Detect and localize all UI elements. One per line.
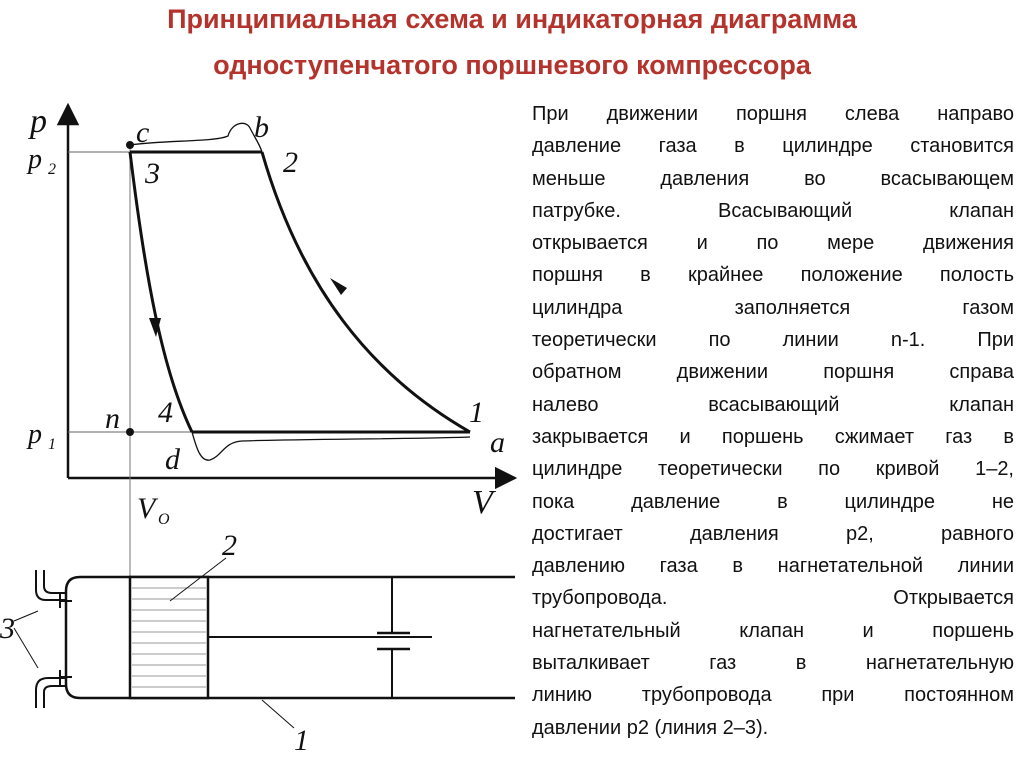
paragraph-line: При движении поршня слева направо bbox=[532, 103, 1014, 125]
label-c: c bbox=[136, 116, 150, 149]
paragraph-line: меньше давления во всасывающем bbox=[532, 167, 1014, 190]
paragraph-line: патрубке. Всасывающий клапан bbox=[532, 199, 1014, 222]
suction-valve-pipe bbox=[36, 678, 66, 708]
real-suction-curve bbox=[192, 432, 470, 460]
paragraph-line: теоретически по линии n-1. При bbox=[532, 329, 1014, 352]
paragraph-line: поршня в крайнее положение полость bbox=[532, 264, 1014, 287]
arrow-compression-head bbox=[330, 278, 347, 295]
paragraph-line: пока давление в цилиндре не bbox=[532, 490, 1014, 513]
leader-cylinder bbox=[262, 700, 294, 728]
label-4: 4 bbox=[158, 396, 173, 429]
paragraph-line: достигает давления p2, равного bbox=[532, 522, 1014, 545]
paragraph-line: цилиндра заполняется газом bbox=[532, 296, 1014, 319]
label-a: a bbox=[490, 426, 505, 459]
discharge-valve-pipe bbox=[36, 570, 66, 600]
scheme-label-valves: 3 bbox=[0, 612, 15, 645]
paragraph-line: цилиндре теоретически по кривой 1–2, bbox=[532, 458, 1014, 481]
paragraph-line: открывается и по мере движения bbox=[532, 232, 1014, 255]
point-n bbox=[126, 428, 134, 436]
expansion-curve-3-4 bbox=[130, 152, 192, 432]
discharge-valve-pipe-outer bbox=[44, 570, 66, 593]
paragraph-line: давлению газа в нагнетательной линии bbox=[532, 555, 1014, 578]
piston bbox=[130, 577, 208, 698]
label-2: 2 bbox=[283, 146, 298, 179]
real-discharge-curve bbox=[130, 123, 262, 152]
paragraph-line: трубопровода. Открывается bbox=[532, 587, 1014, 610]
label-p2-sub: 2 bbox=[48, 161, 56, 178]
label-b: b bbox=[254, 111, 269, 144]
slide-title-line-1: Принципиальная схема и индикаторная диаграмма bbox=[167, 4, 857, 34]
slide-title-line-2: одноступенчатого поршневого компрессора bbox=[213, 50, 811, 80]
paragraph-line: закрывается и поршень сжимает газ в bbox=[532, 425, 1014, 448]
label-3: 3 bbox=[145, 157, 160, 190]
label-p2: p bbox=[28, 144, 42, 175]
scheme-label-cylinder: 1 bbox=[294, 724, 309, 757]
scheme-label-piston: 2 bbox=[222, 529, 237, 562]
paragraph-line: обратном движении поршня справа bbox=[532, 361, 1014, 384]
paragraph-line: выталкивает газ в нагнетательную bbox=[532, 652, 1014, 675]
label-n: n bbox=[105, 402, 120, 435]
leader-valve-bottom bbox=[14, 628, 38, 668]
paragraph-line: давлении p2 (линия 2–3). bbox=[532, 716, 769, 739]
label-v0: V bbox=[137, 492, 156, 525]
description-paragraph bbox=[532, 98, 1014, 744]
label-p1: p bbox=[28, 419, 42, 450]
axis-label-v: V bbox=[472, 484, 493, 521]
compression-curve-1-2 bbox=[262, 152, 470, 432]
label-p1-sub: 1 bbox=[48, 436, 56, 453]
paragraph-line: налево всасывающий клапан bbox=[532, 393, 1014, 416]
axis-label-p: p bbox=[30, 103, 47, 140]
paragraph-line: линию трубопровода при постоянном bbox=[532, 684, 1014, 707]
cylinder-scheme bbox=[0, 529, 515, 757]
leader-valve-top bbox=[14, 611, 38, 621]
label-v0-sub: O bbox=[158, 511, 170, 528]
point-c bbox=[126, 141, 134, 149]
label-d: d bbox=[165, 443, 180, 476]
paragraph-line: нагнетательный клапан и поршень bbox=[532, 619, 1014, 642]
label-1: 1 bbox=[469, 396, 484, 429]
paragraph-line: давление газа в цилиндре становится bbox=[532, 135, 1014, 158]
suction-valve-pipe-outer bbox=[44, 686, 66, 708]
